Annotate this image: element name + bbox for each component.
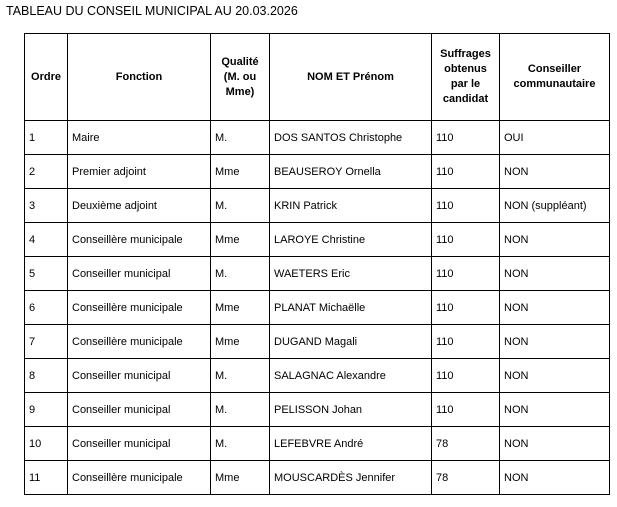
cell-qualite: Mme — [211, 291, 270, 325]
cell-ordre: 4 — [25, 223, 68, 257]
cell-nom: WAETERS Eric — [270, 257, 432, 291]
header-ordre: Ordre — [25, 34, 68, 121]
cell-qualite: Mme — [211, 461, 270, 495]
cell-suffrages: 110 — [432, 223, 500, 257]
cell-fonction: Deuxième adjoint — [68, 189, 211, 223]
cell-communautaire: NON — [500, 427, 610, 461]
table-row — [25, 393, 610, 427]
cell-communautaire: NON — [500, 393, 610, 427]
table-row — [25, 121, 610, 155]
cell-qualite: M. — [211, 427, 270, 461]
cell-nom: KRIN Patrick — [270, 189, 432, 223]
cell-fonction: Conseillère municipale — [68, 461, 211, 495]
cell-suffrages: 110 — [432, 155, 500, 189]
cell-suffrages: 110 — [432, 393, 500, 427]
cell-fonction: Conseiller municipal — [68, 359, 211, 393]
cell-fonction: Conseiller municipal — [68, 257, 211, 291]
cell-communautaire: NON — [500, 155, 610, 189]
cell-communautaire: NON — [500, 223, 610, 257]
cell-suffrages: 110 — [432, 257, 500, 291]
header-communautaire: Conseiller communautaire — [500, 34, 610, 121]
table-row — [25, 325, 610, 359]
cell-fonction: Conseillère municipale — [68, 291, 211, 325]
table-row — [25, 359, 610, 393]
cell-fonction: Maire — [68, 121, 211, 155]
table-row — [25, 189, 610, 223]
cell-fonction: Conseillère municipale — [68, 325, 211, 359]
cell-qualite: Mme — [211, 223, 270, 257]
cell-communautaire: NON — [500, 291, 610, 325]
header-suffrages: Suffrages obtenus par le candidat — [432, 34, 500, 121]
cell-communautaire: OUI — [500, 121, 610, 155]
cell-suffrages: 78 — [432, 461, 500, 495]
header-fonction: Fonction — [68, 34, 211, 121]
cell-suffrages: 78 — [432, 427, 500, 461]
cell-ordre: 7 — [25, 325, 68, 359]
cell-ordre: 11 — [25, 461, 68, 495]
table-row — [25, 461, 610, 495]
cell-qualite: Mme — [211, 325, 270, 359]
cell-ordre: 10 — [25, 427, 68, 461]
cell-ordre: 5 — [25, 257, 68, 291]
table-body — [25, 121, 610, 495]
cell-communautaire: NON — [500, 359, 610, 393]
cell-ordre: 3 — [25, 189, 68, 223]
table-row — [25, 155, 610, 189]
cell-suffrages: 110 — [432, 325, 500, 359]
cell-nom: BEAUSEROY Ornella — [270, 155, 432, 189]
cell-suffrages: 110 — [432, 189, 500, 223]
table-row — [25, 257, 610, 291]
cell-communautaire: NON — [500, 325, 610, 359]
cell-suffrages: 110 — [432, 359, 500, 393]
cell-fonction: Premier adjoint — [68, 155, 211, 189]
cell-qualite: M. — [211, 189, 270, 223]
cell-ordre: 1 — [25, 121, 68, 155]
cell-qualite: M. — [211, 359, 270, 393]
table-row — [25, 291, 610, 325]
cell-fonction: Conseiller municipal — [68, 393, 211, 427]
document-title: TABLEAU DU CONSEIL MUNICIPAL AU 20.03.2026 — [6, 4, 298, 18]
cell-nom: SALAGNAC Alexandre — [270, 359, 432, 393]
cell-nom: LAROYE Christine — [270, 223, 432, 257]
cell-qualite: M. — [211, 121, 270, 155]
header-row — [25, 34, 610, 121]
header-qualite: Qualité (M. ou Mme) — [211, 34, 270, 121]
header-nom: NOM ET Prénom — [270, 34, 432, 121]
cell-ordre: 9 — [25, 393, 68, 427]
cell-nom: MOUSCARDÈS Jennifer — [270, 461, 432, 495]
cell-nom: PELISSON Johan — [270, 393, 432, 427]
cell-qualite: M. — [211, 393, 270, 427]
table-row — [25, 223, 610, 257]
cell-fonction: Conseillère municipale — [68, 223, 211, 257]
cell-nom: DUGAND Magali — [270, 325, 432, 359]
cell-communautaire: NON (suppléant) — [500, 189, 610, 223]
cell-communautaire: NON — [500, 461, 610, 495]
cell-suffrages: 110 — [432, 291, 500, 325]
cell-nom: LEFEBVRE André — [270, 427, 432, 461]
cell-communautaire: NON — [500, 257, 610, 291]
cell-fonction: Conseiller municipal — [68, 427, 211, 461]
cell-nom: DOS SANTOS Christophe — [270, 121, 432, 155]
table-header — [25, 34, 610, 121]
cell-qualite: Mme — [211, 155, 270, 189]
cell-ordre: 8 — [25, 359, 68, 393]
cell-ordre: 6 — [25, 291, 68, 325]
cell-ordre: 2 — [25, 155, 68, 189]
cell-suffrages: 110 — [432, 121, 500, 155]
table-row — [25, 427, 610, 461]
cell-nom: PLANAT Michaëlle — [270, 291, 432, 325]
cell-qualite: M. — [211, 257, 270, 291]
council-table — [24, 33, 610, 495]
